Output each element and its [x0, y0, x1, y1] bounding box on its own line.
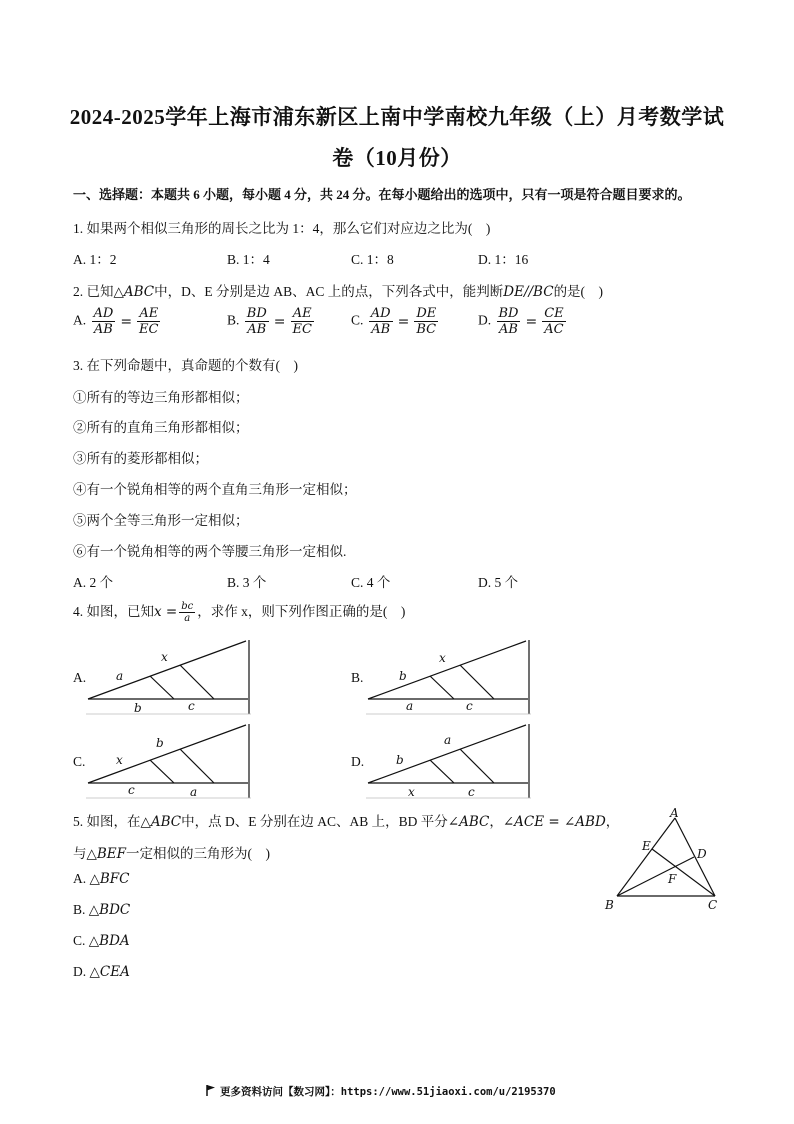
- q2-option-a-left-fraction: [92, 306, 116, 337]
- q4-d-upper1: b: [396, 753, 404, 767]
- q2-condition: DE//BC: [503, 284, 554, 300]
- fraction-numerator: CE: [544, 306, 564, 321]
- q5-stem2-a: 与: [73, 846, 87, 861]
- q4-fraction: [179, 601, 195, 624]
- q3-option-d: D. 5 个: [478, 575, 519, 590]
- q4-a-upper1: a: [116, 669, 124, 683]
- q4-x-equals: x =: [154, 604, 178, 620]
- q2-option-c: [351, 306, 440, 337]
- fraction-numerator: DE: [416, 306, 437, 321]
- q2-stem: [73, 280, 603, 300]
- q1-stem: 1. 如果两个相似三角形的周长之比为 1：4，那么它们对应边之比为( ): [73, 221, 491, 236]
- q2-triangle: △ABC: [113, 284, 155, 300]
- q5-option-d-triangle: △CEA: [89, 964, 130, 980]
- q2-option-a-label: A.: [73, 312, 87, 328]
- q5-stem-line2: [73, 842, 270, 862]
- q2-option-b: [227, 306, 316, 337]
- fraction-numerator: BD: [498, 306, 519, 321]
- q4-c-upper2: b: [156, 736, 164, 750]
- q4-c-lower1: c: [128, 783, 135, 797]
- q2-stem-c: 的是( ): [553, 284, 604, 299]
- q2-option-c-left-fraction: [369, 306, 393, 337]
- q4-d-lower2: c: [468, 785, 475, 799]
- q2-option-d-right-fraction: [542, 306, 565, 337]
- q2-option-c-right-fraction: [414, 306, 438, 337]
- q4-a-lower2: c: [188, 699, 195, 713]
- fraction-numerator: AE: [139, 306, 159, 321]
- fraction-denominator: AB: [247, 322, 267, 337]
- q5-label-d: D: [697, 847, 707, 861]
- fraction-denominator: AB: [499, 322, 518, 337]
- q5-label-e: E: [642, 839, 651, 853]
- q4-d-lower1: x: [408, 785, 415, 799]
- q2-stem-b: 中，D、E 分别是边 AB、AC 上的点，下列各式中，能判断: [154, 284, 504, 299]
- q2-option-b-label: B.: [227, 312, 240, 328]
- q4-b-lower1: a: [406, 699, 414, 713]
- q3-option-a: A. 2 个: [73, 575, 114, 590]
- q4-b-lower2: c: [466, 699, 473, 713]
- fraction-numerator: bc: [181, 601, 194, 613]
- q5-label-b: B: [605, 898, 614, 912]
- flag-icon: [206, 1085, 216, 1096]
- q3-item-2: ②所有的直角三角形都相似；: [73, 420, 249, 435]
- q4-option-b-label: B.: [351, 670, 364, 685]
- fraction-denominator: BC: [416, 322, 437, 337]
- q1-option-c: C. 1：8: [351, 252, 394, 267]
- equals-sign: =: [120, 313, 133, 330]
- page-title-line1: 2024-2025学年上海市浦东新区上南中学南校九年级（上）月考数学试: [69, 105, 725, 129]
- q1-option-d: D. 1：16: [478, 252, 529, 267]
- q5-angle-abc: ∠ABC: [447, 814, 490, 830]
- equals-sign: =: [273, 313, 286, 330]
- q2-option-d-label: D.: [478, 312, 492, 328]
- equals-sign: =: [525, 313, 538, 330]
- q4-option-c-figure: [86, 722, 256, 800]
- q4-stem: [73, 600, 405, 624]
- q5-option-b-triangle: △BDC: [88, 902, 131, 918]
- q5-option-c-triangle: △BDA: [88, 933, 130, 949]
- fraction-numerator: AD: [370, 306, 391, 321]
- q5-option-a-label: A.: [73, 871, 87, 886]
- q5-option-b-label: B.: [73, 902, 86, 917]
- q4-c-upper1: x: [116, 753, 123, 767]
- q5-option-d-label: D.: [73, 964, 87, 979]
- q4-d-upper2: a: [444, 733, 452, 747]
- q2-option-d: [478, 306, 568, 337]
- q5-label-c: C: [708, 898, 718, 912]
- q5-triangle-figure: [600, 805, 730, 917]
- q5-angle-equation: ∠ACE = ∠ABD: [502, 814, 606, 830]
- q5-label-f: F: [668, 872, 677, 886]
- q4-stem-a: 4. 如图，已知: [73, 604, 154, 619]
- page-title-line2: 卷（10月份）: [332, 146, 462, 170]
- q3-option-b: B. 3 个: [227, 575, 267, 590]
- fraction-denominator: a: [184, 613, 191, 625]
- footer: [206, 1084, 556, 1099]
- q4-c-lower2: a: [190, 785, 198, 799]
- q2-option-b-right-fraction: [290, 306, 313, 337]
- q5-stem-line1: [73, 810, 619, 830]
- q4-a-upper2: x: [161, 650, 168, 664]
- q5-comma: ，: [489, 814, 503, 829]
- fraction-numerator: BD: [246, 306, 267, 321]
- fraction-denominator: AB: [93, 322, 113, 337]
- q4-b-upper2: x: [439, 651, 446, 665]
- q3-item-6: ⑥有一个锐角相等的两个等腰三角形一定相似.: [73, 544, 347, 559]
- q1-option-a: A. 1：2: [73, 252, 117, 267]
- q3-item-5: ⑤两个全等三角形一定相似；: [73, 513, 249, 528]
- fraction-denominator: EC: [139, 322, 159, 337]
- q2-option-c-label: C.: [351, 312, 364, 328]
- q5-option-b: [73, 902, 130, 918]
- q3-item-4: ④有一个锐角相等的两个直角三角形一定相似；: [73, 482, 357, 497]
- q2-option-a: [73, 306, 162, 337]
- q2-option-d-left-fraction: [497, 306, 521, 337]
- q4-option-c-label: C.: [73, 754, 86, 769]
- q5-stem2-b: 一定相似的三角形为( ): [126, 846, 271, 861]
- q5-label-a: A: [670, 806, 679, 820]
- fraction-denominator: EC: [292, 322, 312, 337]
- q5-triangle: △ABC: [140, 814, 182, 830]
- fraction-denominator: AB: [371, 322, 391, 337]
- q2-option-b-left-fraction: [245, 306, 269, 337]
- q5-option-d: [73, 964, 130, 980]
- q5-triangle-bef: △BEF: [86, 846, 127, 862]
- q2-stem-a: 2. 已知: [73, 284, 114, 299]
- q3-item-3: ③所有的菱形都相似；: [73, 451, 208, 466]
- q4-option-b-figure: [366, 638, 536, 716]
- q5-stem-c: ，: [605, 814, 620, 829]
- q1-option-b: B. 1：4: [227, 252, 270, 267]
- q3-item-1: ①所有的等边三角形都相似；: [73, 390, 249, 405]
- q3-option-c: C. 4 个: [351, 575, 391, 590]
- q4-b-upper1: b: [399, 669, 407, 683]
- equals-sign: =: [397, 313, 410, 330]
- q5-stem-a: 5. 如图，在: [73, 814, 141, 829]
- q3-stem: 3. 在下列命题中，真命题的个数有( ): [73, 358, 298, 373]
- q5-option-a-triangle: △BFC: [89, 871, 130, 887]
- q4-option-d-figure: [366, 722, 536, 800]
- fraction-numerator: AE: [292, 306, 312, 321]
- footer-link[interactable]: 更多资料访问【数习网】：https://www.51jiaoxi.com/u/2195370: [220, 1086, 556, 1098]
- q5-option-a: [73, 871, 130, 887]
- section-header: 一、选择题：本题共 6 小题，每小题 4 分，共 24 分。在每小题给出的选项中，只有一项是符合题目要求的。: [73, 187, 691, 202]
- q4-option-a-figure: [86, 638, 256, 716]
- q4-stem-b: ，求作 x，则下列作图正确的是( ): [197, 604, 406, 619]
- fraction-numerator: AD: [93, 306, 114, 321]
- q4-option-d-label: D.: [351, 754, 365, 769]
- q4-option-a-label: A.: [73, 670, 87, 685]
- fraction-denominator: AC: [544, 322, 564, 337]
- q5-option-c-label: C.: [73, 933, 86, 948]
- q5-option-c: [73, 933, 130, 949]
- q2-option-a-right-fraction: [137, 306, 160, 337]
- q4-a-lower1: b: [134, 701, 142, 715]
- q5-stem-b: 中，点 D、E 分别在边 AC、AB 上，BD 平分: [181, 814, 448, 829]
